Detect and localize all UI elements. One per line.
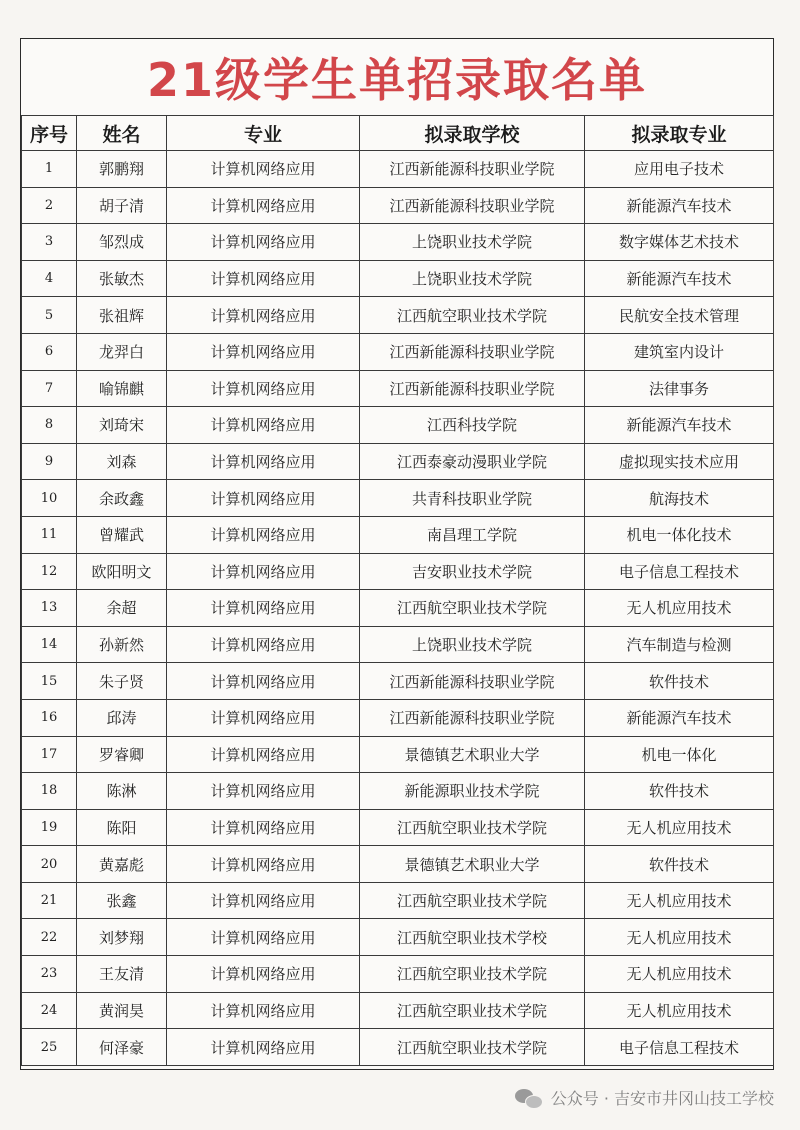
cell-admit-major: 无人机应用技术 xyxy=(585,590,774,627)
header-school: 拟录取学校 xyxy=(360,116,585,151)
cell-school: 江西新能源科技职业学院 xyxy=(360,333,585,370)
table-row xyxy=(22,846,774,883)
cell-name: 曾耀武 xyxy=(77,516,167,553)
cell-major: 计算机网络应用 xyxy=(167,407,360,444)
cell-school: 江西新能源科技职业学院 xyxy=(360,699,585,736)
page-title: 21级学生单招录取名单 xyxy=(21,39,773,116)
cell-admit-major: 电子信息工程技术 xyxy=(585,553,774,590)
cell-major: 计算机网络应用 xyxy=(167,187,360,224)
footer-watermark xyxy=(515,1086,774,1109)
cell-major: 计算机网络应用 xyxy=(167,846,360,883)
cell-index: 14 xyxy=(22,626,77,663)
cell-major: 计算机网络应用 xyxy=(167,370,360,407)
cell-name: 张祖辉 xyxy=(77,297,167,334)
cell-index: 12 xyxy=(22,553,77,590)
cell-school: 江西新能源科技职业学院 xyxy=(360,187,585,224)
cell-admit-major: 机电一体化 xyxy=(585,736,774,773)
table-body xyxy=(22,151,774,1066)
cell-name: 朱子贤 xyxy=(77,663,167,700)
cell-name: 王友清 xyxy=(77,956,167,993)
cell-name: 余政鑫 xyxy=(77,480,167,517)
cell-index: 10 xyxy=(22,480,77,517)
wechat-icon xyxy=(515,1087,543,1109)
cell-index: 9 xyxy=(22,443,77,480)
cell-admit-major: 软件技术 xyxy=(585,846,774,883)
cell-name: 邹烈成 xyxy=(77,224,167,261)
header-admit-major: 拟录取专业 xyxy=(585,116,774,151)
cell-index: 19 xyxy=(22,809,77,846)
admission-list-sheet xyxy=(20,38,774,1070)
cell-name: 郭鹏翔 xyxy=(77,151,167,188)
cell-name: 余超 xyxy=(77,590,167,627)
cell-index: 22 xyxy=(22,919,77,956)
cell-name: 陈阳 xyxy=(77,809,167,846)
cell-major: 计算机网络应用 xyxy=(167,151,360,188)
cell-name: 喻锦麒 xyxy=(77,370,167,407)
table-row xyxy=(22,919,774,956)
cell-major: 计算机网络应用 xyxy=(167,480,360,517)
cell-admit-major: 无人机应用技术 xyxy=(585,956,774,993)
cell-admit-major: 软件技术 xyxy=(585,663,774,700)
cell-admit-major: 无人机应用技术 xyxy=(585,919,774,956)
cell-admit-major: 新能源汽车技术 xyxy=(585,187,774,224)
cell-admit-major: 数字媒体艺术技术 xyxy=(585,224,774,261)
cell-name: 黄润昊 xyxy=(77,992,167,1029)
table-row xyxy=(22,773,774,810)
cell-index: 24 xyxy=(22,992,77,1029)
cell-admit-major: 新能源汽车技术 xyxy=(585,699,774,736)
cell-major: 计算机网络应用 xyxy=(167,956,360,993)
cell-major: 计算机网络应用 xyxy=(167,699,360,736)
cell-index: 8 xyxy=(22,407,77,444)
cell-major: 计算机网络应用 xyxy=(167,1029,360,1066)
table-row xyxy=(22,736,774,773)
cell-admit-major: 虚拟现实技术应用 xyxy=(585,443,774,480)
cell-name: 孙新然 xyxy=(77,626,167,663)
cell-major: 计算机网络应用 xyxy=(167,224,360,261)
table-row xyxy=(22,260,774,297)
cell-school: 景德镇艺术职业大学 xyxy=(360,736,585,773)
cell-major: 计算机网络应用 xyxy=(167,809,360,846)
cell-index: 7 xyxy=(22,370,77,407)
cell-name: 邱涛 xyxy=(77,699,167,736)
cell-major: 计算机网络应用 xyxy=(167,553,360,590)
footer-text: 公众号 · 吉安市井冈山技工学校 xyxy=(550,1089,774,1108)
cell-index: 13 xyxy=(22,590,77,627)
cell-school: 江西新能源科技职业学院 xyxy=(360,151,585,188)
cell-name: 罗睿卿 xyxy=(77,736,167,773)
cell-name: 黄嘉彪 xyxy=(77,846,167,883)
table-row xyxy=(22,333,774,370)
cell-name: 胡子清 xyxy=(77,187,167,224)
cell-name: 欧阳明文 xyxy=(77,553,167,590)
cell-index: 25 xyxy=(22,1029,77,1066)
table-row xyxy=(22,626,774,663)
table-row xyxy=(22,407,774,444)
cell-index: 11 xyxy=(22,516,77,553)
cell-school: 吉安职业技术学院 xyxy=(360,553,585,590)
cell-name: 张敏杰 xyxy=(77,260,167,297)
table-row xyxy=(22,663,774,700)
cell-school: 江西泰豪动漫职业学院 xyxy=(360,443,585,480)
table-row xyxy=(22,882,774,919)
cell-major: 计算机网络应用 xyxy=(167,297,360,334)
table-row xyxy=(22,187,774,224)
cell-index: 3 xyxy=(22,224,77,261)
cell-admit-major: 无人机应用技术 xyxy=(585,882,774,919)
cell-school: 上饶职业技术学院 xyxy=(360,260,585,297)
cell-school: 江西新能源科技职业学院 xyxy=(360,370,585,407)
table-row xyxy=(22,590,774,627)
cell-school: 江西航空职业技术学院 xyxy=(360,992,585,1029)
cell-index: 6 xyxy=(22,333,77,370)
cell-admit-major: 航海技术 xyxy=(585,480,774,517)
table-row xyxy=(22,956,774,993)
cell-major: 计算机网络应用 xyxy=(167,260,360,297)
cell-major: 计算机网络应用 xyxy=(167,590,360,627)
cell-school: 江西科技学院 xyxy=(360,407,585,444)
header-major: 专业 xyxy=(167,116,360,151)
cell-index: 2 xyxy=(22,187,77,224)
cell-school: 江西航空职业技术学校 xyxy=(360,919,585,956)
table-row xyxy=(22,443,774,480)
cell-school: 新能源职业技术学院 xyxy=(360,773,585,810)
cell-name: 陈淋 xyxy=(77,773,167,810)
cell-major: 计算机网络应用 xyxy=(167,773,360,810)
cell-admit-major: 汽车制造与检测 xyxy=(585,626,774,663)
cell-school: 江西航空职业技术学院 xyxy=(360,1029,585,1066)
cell-index: 16 xyxy=(22,699,77,736)
cell-admit-major: 新能源汽车技术 xyxy=(585,260,774,297)
cell-admit-major: 民航安全技术管理 xyxy=(585,297,774,334)
cell-admit-major: 电子信息工程技术 xyxy=(585,1029,774,1066)
cell-index: 17 xyxy=(22,736,77,773)
cell-index: 15 xyxy=(22,663,77,700)
table-row xyxy=(22,297,774,334)
cell-major: 计算机网络应用 xyxy=(167,663,360,700)
cell-admit-major: 无人机应用技术 xyxy=(585,992,774,1029)
cell-admit-major: 新能源汽车技术 xyxy=(585,407,774,444)
cell-major: 计算机网络应用 xyxy=(167,333,360,370)
cell-name: 刘琦宋 xyxy=(77,407,167,444)
header-index: 序号 xyxy=(22,116,77,151)
cell-major: 计算机网络应用 xyxy=(167,882,360,919)
cell-school: 江西航空职业技术学院 xyxy=(360,297,585,334)
cell-school: 共青科技职业学院 xyxy=(360,480,585,517)
cell-admit-major: 软件技术 xyxy=(585,773,774,810)
cell-name: 刘森 xyxy=(77,443,167,480)
cell-school: 江西航空职业技术学院 xyxy=(360,956,585,993)
admission-table xyxy=(21,115,774,1066)
cell-admit-major: 法律事务 xyxy=(585,370,774,407)
table-header-row xyxy=(22,116,774,151)
table-row xyxy=(22,809,774,846)
cell-name: 龙羿白 xyxy=(77,333,167,370)
cell-school: 景德镇艺术职业大学 xyxy=(360,846,585,883)
cell-major: 计算机网络应用 xyxy=(167,443,360,480)
table-row xyxy=(22,224,774,261)
cell-name: 何泽豪 xyxy=(77,1029,167,1066)
cell-index: 23 xyxy=(22,956,77,993)
table-row xyxy=(22,1029,774,1066)
cell-index: 4 xyxy=(22,260,77,297)
cell-admit-major: 机电一体化技术 xyxy=(585,516,774,553)
cell-index: 5 xyxy=(22,297,77,334)
cell-major: 计算机网络应用 xyxy=(167,919,360,956)
cell-major: 计算机网络应用 xyxy=(167,992,360,1029)
header-name: 姓名 xyxy=(77,116,167,151)
cell-school: 江西航空职业技术学院 xyxy=(360,882,585,919)
table-row xyxy=(22,480,774,517)
cell-major: 计算机网络应用 xyxy=(167,736,360,773)
cell-school: 上饶职业技术学院 xyxy=(360,626,585,663)
cell-admit-major: 无人机应用技术 xyxy=(585,809,774,846)
cell-name: 张鑫 xyxy=(77,882,167,919)
cell-school: 江西航空职业技术学院 xyxy=(360,809,585,846)
cell-name: 刘梦翔 xyxy=(77,919,167,956)
table-row xyxy=(22,370,774,407)
cell-major: 计算机网络应用 xyxy=(167,626,360,663)
cell-school: 上饶职业技术学院 xyxy=(360,224,585,261)
cell-index: 21 xyxy=(22,882,77,919)
cell-school: 江西航空职业技术学院 xyxy=(360,590,585,627)
table-row xyxy=(22,992,774,1029)
cell-index: 18 xyxy=(22,773,77,810)
cell-school: 南昌理工学院 xyxy=(360,516,585,553)
table-row xyxy=(22,151,774,188)
cell-admit-major: 建筑室内设计 xyxy=(585,333,774,370)
cell-index: 20 xyxy=(22,846,77,883)
table-row xyxy=(22,516,774,553)
table-row xyxy=(22,553,774,590)
cell-admit-major: 应用电子技术 xyxy=(585,151,774,188)
cell-index: 1 xyxy=(22,151,77,188)
cell-school: 江西新能源科技职业学院 xyxy=(360,663,585,700)
cell-major: 计算机网络应用 xyxy=(167,516,360,553)
table-row xyxy=(22,699,774,736)
